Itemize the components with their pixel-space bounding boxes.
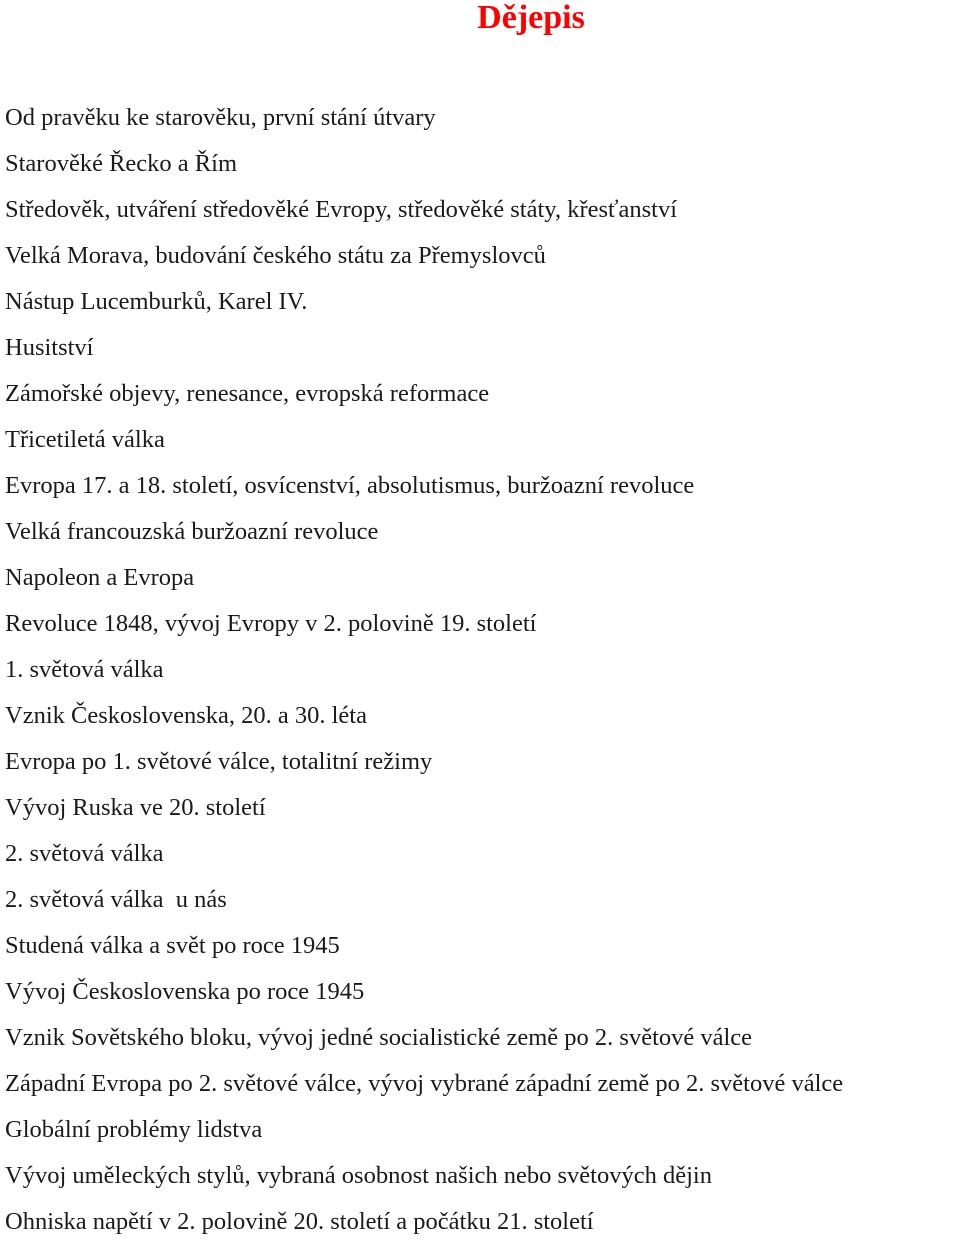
topic-item: 2. světová válka xyxy=(5,840,164,867)
topic-item: Velká Morava, budování českého státu za Přemyslovců xyxy=(5,242,546,269)
page-title: Dějepis xyxy=(477,0,585,36)
topic-item: Nástup Lucemburků, Karel IV. xyxy=(5,288,308,315)
topic-item: Starověké Řecko a Řím xyxy=(5,150,238,177)
topic-item: Globální problémy lidstva xyxy=(5,1116,263,1143)
topic-item: Studená válka a svět po roce 1945 xyxy=(5,932,340,959)
topic-item: 1. světová válka xyxy=(5,656,164,683)
topic-item: Velká francouzská buržoazní revoluce xyxy=(5,518,379,545)
topic-item: Revoluce 1848, vývoj Evropy v 2. polovině 19. století xyxy=(5,610,537,637)
topic-item: Ohniska napětí v 2. polovině 20. století a počátku 21. století xyxy=(5,1208,594,1235)
topic-item: Vývoj Ruska ve 20. století xyxy=(5,794,266,821)
topic-item: Třicetiletá válka xyxy=(5,426,165,453)
topic-item: Evropa 17. a 18. století, osvícenství, absolutismus, buržoazní revoluce xyxy=(5,472,695,499)
topic-item: Vývoj uměleckých stylů, vybraná osobnost našich nebo světových dějin xyxy=(5,1162,712,1189)
topic-item: Vývoj Československa po roce 1945 xyxy=(5,978,365,1005)
topic-item: 2. světová válka u nás xyxy=(5,886,227,913)
topic-item: Vznik Sovětského bloku, vývoj jedné socialistické země po 2. světové válce xyxy=(5,1024,753,1051)
topic-item: Evropa po 1. světové válce, totalitní režimy xyxy=(5,748,433,775)
topic-item: Západní Evropa po 2. světové válce, vývoj vybrané západní země po 2. světové válce xyxy=(5,1070,844,1097)
topic-item: Středověk, utváření středověké Evropy, středověké státy, křesťanství xyxy=(5,196,678,223)
topic-item: Napoleon a Evropa xyxy=(5,564,195,591)
topic-list xyxy=(5,95,843,1245)
topic-item: Husitství xyxy=(5,334,94,361)
topic-item: Vznik Československa, 20. a 30. léta xyxy=(5,702,367,729)
topic-item: Zámořské objevy, renesance, evropská reformace xyxy=(5,380,490,407)
topic-item: Od pravěku ke starověku, první stání útvary xyxy=(5,104,436,131)
